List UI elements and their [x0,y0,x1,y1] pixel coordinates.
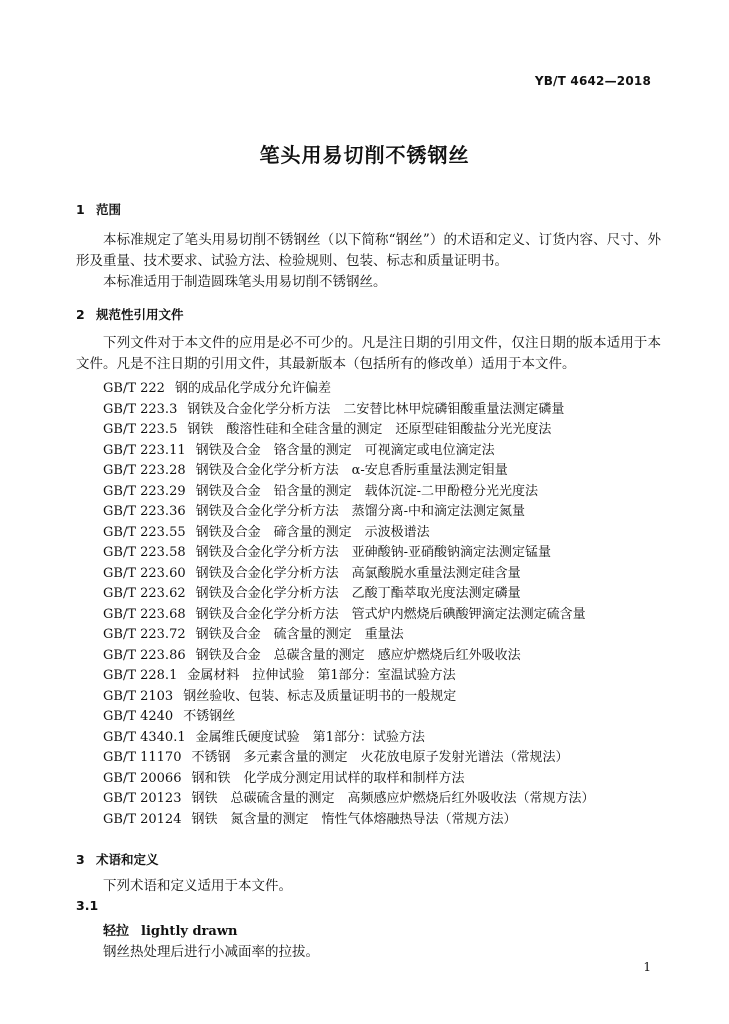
reference-item [103,685,595,706]
reference-name: 钢铁及合金化学分析方法 高氯酸脱水重量法测定硅含量 [195,565,521,581]
section-3-heading [76,850,159,868]
reference-item [103,562,595,583]
reference-name: 钢铁及合金化学分析方法 亚砷酸钠-亚硝酸钠滴定法测定锰量 [195,545,552,560]
reference-item [103,377,595,398]
reference-code: GB/T 4240 [103,709,174,724]
reference-code: GB/T 20123 [103,791,182,806]
reference-code: GB/T 2103 [103,688,174,704]
reference-item [103,521,595,542]
reference-code: GB/T 223.62 [103,586,186,601]
document-title: 笔头用易切削不锈钢丝 [259,143,470,167]
clause-number: 3.1 [76,898,99,913]
reference-item [103,500,595,521]
reference-code: GB/T 223.5 [103,422,178,437]
reference-code: GB/T 223.68 [103,606,186,622]
reference-code: GB/T 223.72 [103,627,186,642]
reference-item [103,623,595,644]
page-number: 1 [643,960,651,974]
section-title: 范围 [96,202,122,217]
reference-name: 钢铁及合金化学分析方法 蒸馏分离-中和滴定法测定氮量 [195,504,526,519]
reference-code: GB/T 20124 [103,811,182,827]
term-english: lightly drawn [141,924,238,939]
reference-name: 钢铁及合金 铅含量的测定 载体沉淀-二甲酚橙分光光度法 [195,483,539,499]
terms-intro: 下列术语和定义适用于本文件。 [103,878,292,894]
reference-code: GB/T 223.55 [103,524,186,540]
reference-name: 钢铁 酸溶性硅和全硅含量的测定 还原型硅钼酸盐分光光度法 [187,422,552,437]
scope-paragraph-1: 本标准规定了笔头用易切削不锈钢丝（以下简称“钢丝”）的术语和定义、订货内容、尺寸、外形及重量、技术要求、试验方法、检验规则、包装、标志和质量证明书。 [76,232,661,269]
reference-item [103,459,595,480]
reference-item [103,603,595,624]
reference-code: GB/T 223.58 [103,545,186,560]
reference-code: GB/T 228.1 [103,668,178,683]
reference-name: 钢铁及合金化学分析方法 乙酸丁酯萃取光度法测定磷量 [195,586,521,601]
reference-code: GB/T 11170 [103,750,182,765]
reference-item [103,808,595,829]
reference-name: 钢铁及合金 碲含量的测定 示波极谱法 [195,524,430,540]
section-2-heading [76,305,184,323]
reference-name: 金属材料 拉伸试验 第1部分：室温试验方法 [187,668,456,683]
reference-code: GB/T 4340.1 [103,729,186,745]
reference-name: 钢铁及合金化学分析方法 二安替比林甲烷磷钼酸重量法测定磷量 [187,401,565,417]
reference-item [103,439,595,460]
reference-code: GB/T 223.28 [103,463,186,478]
reference-code: GB/T 223.3 [103,401,178,417]
reference-code: GB/T 223.86 [103,647,186,663]
scope-paragraph-2: 本标准适用于制造圆珠笔头用易切削不锈钢丝。 [103,274,387,290]
section-number: 3 [76,852,85,867]
reference-code: GB/T 223.60 [103,565,186,581]
section-title: 术语和定义 [96,852,159,867]
section-number: 1 [76,202,85,217]
reference-item [103,398,595,419]
reference-code: GB/T 223.36 [103,504,186,519]
term-definition: 钢丝热处理后进行小减面率的拉拔。 [103,944,319,960]
reference-name: 钢铁及合金 硫含量的测定 重量法 [195,627,404,642]
term-entry [103,920,237,939]
reference-item [103,418,595,439]
reference-name: 钢丝验收、包装、标志及质量证明书的一般规定 [183,688,457,704]
reference-item [103,541,595,562]
reference-item [103,705,595,726]
reference-name: 钢铁 氮含量的测定 惰性气体熔融热导法（常规方法） [191,811,517,827]
reference-code: GB/T 20066 [103,770,182,786]
reference-name: 钢铁及合金 总碳含量的测定 感应炉燃烧后红外吸收法 [195,647,521,663]
reference-list [103,377,595,828]
reference-item [103,787,595,808]
reference-item [103,746,595,767]
section-1-heading [76,200,121,218]
reference-name: 钢铁及合金 铬含量的测定 可视滴定或电位滴定法 [195,442,495,458]
section-title: 规范性引用文件 [96,307,184,322]
term-chinese: 轻拉 [103,924,130,939]
reference-name: 不锈钢丝 [183,709,236,724]
reference-name: 不锈钢 多元素含量的测定 火花放电原子发射光谱法（常规法） [191,750,569,765]
reference-item [103,726,595,747]
reference-item [103,644,595,665]
section-number: 2 [76,307,85,322]
reference-name: 钢和铁 化学成分测定用试样的取样和制样方法 [191,770,465,786]
reference-name: 钢的成品化学成分允许偏差 [174,381,331,396]
reference-name: 钢铁及合金化学分析方法 α-安息香肟重量法测定钼量 [195,463,508,478]
reference-code: GB/T 222 [103,381,165,396]
reference-code: GB/T 223.29 [103,483,186,499]
reference-name: 钢铁及合金化学分析方法 管式炉内燃烧后碘酸钾滴定法测定硫含量 [195,606,586,622]
reference-item [103,664,595,685]
reference-code: GB/T 223.11 [103,442,186,458]
reference-item [103,582,595,603]
reference-name: 金属维氏硬度试验 第1部分：试验方法 [195,729,425,745]
references-intro: 下列文件对于本文件的应用是必不可少的。凡是注日期的引用文件，仅注日期的版本适用于本文件。凡是不注日期的引用文件，其最新版本（包括所有的修改单）适用于本文件。 [76,335,661,372]
reference-item [103,480,595,501]
reference-name: 钢铁 总碳硫含量的测定 高频感应炉燃烧后红外吸收法（常规方法） [191,791,595,806]
reference-item [103,767,595,788]
standard-code: YB/T 4642—2018 [534,74,651,88]
